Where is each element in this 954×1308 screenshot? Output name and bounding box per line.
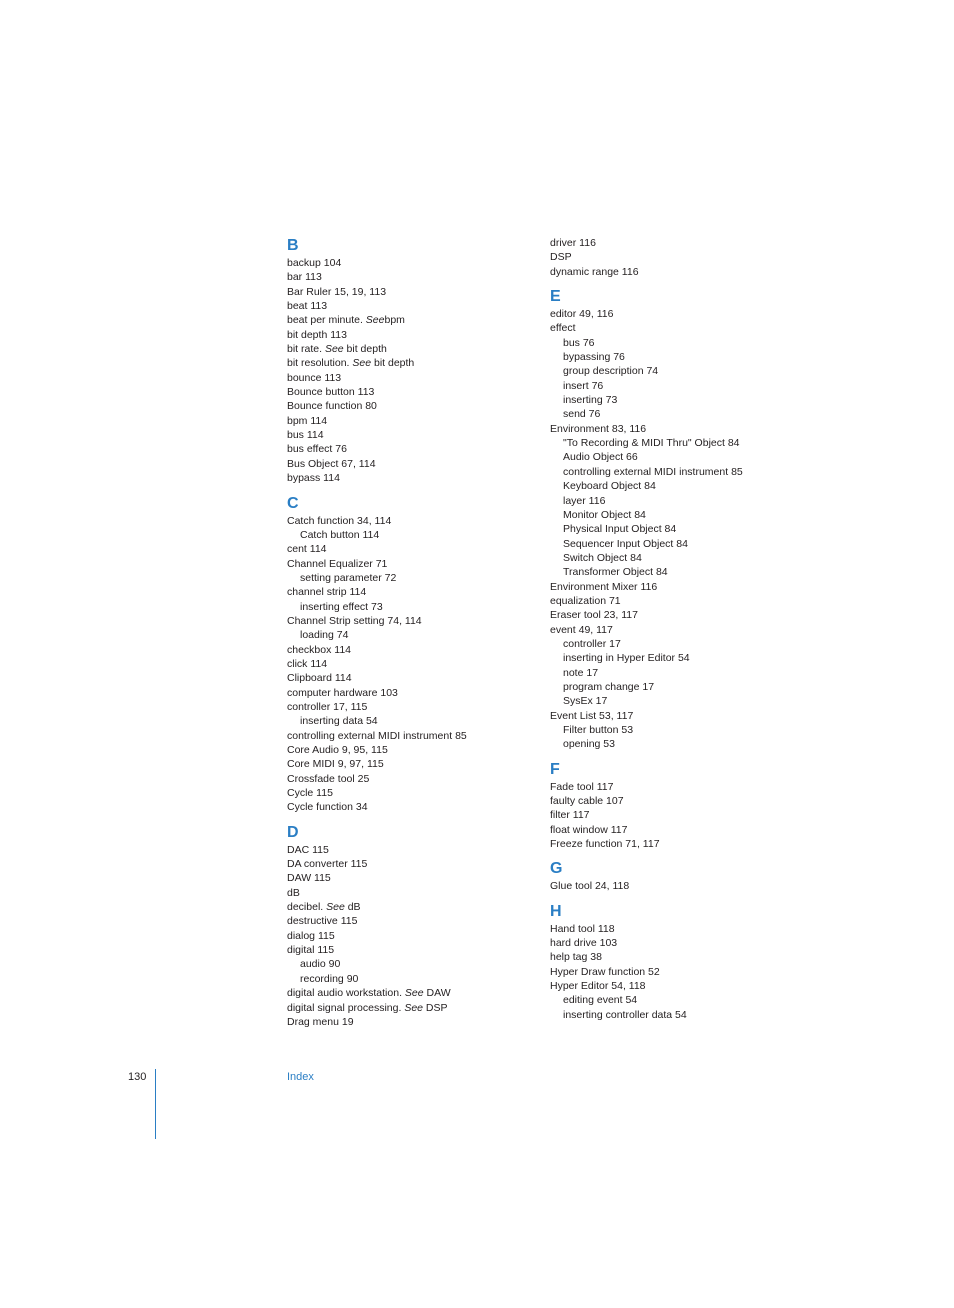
entry-text: Keyboard Object 84: [563, 480, 656, 493]
index-subentry: [550, 694, 800, 708]
index-subentry: [550, 508, 800, 522]
entry-text: Switch Object 84: [563, 551, 642, 564]
index-entry: [287, 342, 537, 356]
entry-text: editor 49, 116: [550, 308, 614, 321]
entry-text: Cycle 115: [287, 787, 333, 800]
entry-text: dB: [287, 886, 300, 899]
see-reference-label: See: [404, 1001, 424, 1014]
entry-text: Channel Strip setting 74, 114: [287, 614, 422, 627]
index-entry: [287, 428, 537, 442]
index-subentry: [550, 680, 800, 694]
entry-text: bus 114: [287, 429, 324, 442]
entry-text: controlling external MIDI instrument 85: [287, 729, 467, 742]
index-entry: [287, 356, 537, 370]
index-entry: [287, 729, 537, 743]
index-entry: [550, 936, 800, 950]
index-entry: [550, 965, 800, 979]
index-subentry: [550, 651, 800, 665]
entry-text: decibel.: [287, 901, 327, 914]
entry-text: DAW 115: [287, 872, 331, 885]
entry-text: Catch button 114: [300, 528, 380, 541]
entry-text: beat per minute.: [287, 314, 366, 327]
see-reference-label: See: [352, 357, 372, 370]
index-subentry: [550, 522, 800, 536]
index-entry: [550, 879, 800, 893]
index-subentry: [550, 723, 800, 737]
index-subentry: [287, 600, 537, 614]
entry-text: DA converter 115: [287, 858, 368, 871]
entry-text: effect: [550, 322, 576, 335]
entry-text: Core MIDI 9, 97, 115: [287, 758, 384, 771]
entry-text: Freeze function 71, 117: [550, 838, 660, 851]
entry-text: backup 104: [287, 257, 342, 269]
entry-text: cent 114: [287, 543, 327, 556]
entry-text: DSP: [550, 251, 572, 264]
index-entry: [287, 542, 537, 556]
index-subentry: [287, 972, 537, 986]
entry-text: group description 74: [563, 365, 659, 378]
index-entry: [287, 557, 537, 571]
index-entry: [287, 614, 537, 628]
page-number: 130: [128, 1071, 147, 1083]
entry-text: controlling external MIDI instrument 85: [563, 465, 743, 478]
index-entry: [287, 256, 537, 270]
entry-text: editing event 54: [563, 994, 638, 1007]
index-entry: [550, 594, 800, 608]
index-entry: [550, 250, 800, 264]
index-entry: [550, 922, 800, 936]
index-section: [287, 823, 537, 1029]
section-letter: H: [550, 902, 562, 920]
entry-text: Event List 53, 117: [550, 709, 634, 722]
entry-text: dialog 115: [287, 929, 335, 942]
index-subentry: [550, 537, 800, 551]
index-entry: [550, 265, 800, 279]
section-letter: D: [287, 823, 299, 841]
index-entry: [550, 236, 800, 250]
entry-text: bus 76: [563, 336, 595, 349]
entry-text: hard drive 103: [550, 937, 618, 950]
index-column-right: [550, 236, 800, 1030]
entry-text: Bus Object 67, 114: [287, 457, 376, 470]
index-entry: [287, 986, 537, 1000]
entry-text: setting parameter 72: [300, 571, 397, 584]
index-entry: [287, 385, 537, 399]
entry-text: Audio Object 66: [563, 451, 638, 464]
index-entry: [287, 914, 537, 928]
index-subentry: [287, 628, 537, 642]
index-entry: [287, 471, 537, 485]
index-subentry: [550, 379, 800, 393]
entry-text: Sequencer Input Object 84: [563, 537, 688, 550]
entry-text: Filter button 53: [563, 724, 634, 736]
index-subentry: [287, 528, 537, 542]
entry-text: Transformer Object 84: [563, 566, 668, 579]
index-entry: [287, 585, 537, 599]
index-entry: [287, 886, 537, 900]
index-entry: [287, 270, 537, 284]
entry-text: computer hardware 103: [287, 686, 398, 699]
entry-text: Glue tool 24, 118: [550, 880, 630, 893]
entry-text: opening 53: [563, 738, 615, 751]
index-subentry: [550, 666, 800, 680]
index-entry: [287, 743, 537, 757]
footer-divider: [155, 1069, 156, 1139]
index-subentry: [550, 436, 800, 450]
entry-text: digital audio workstation.: [287, 987, 405, 1000]
see-reference-label: See: [326, 901, 345, 914]
entry-text: bypass 114: [287, 472, 340, 485]
entry-text: digital signal processing.: [287, 1001, 405, 1014]
index-entry: [550, 307, 800, 321]
section-letter: F: [550, 760, 560, 778]
index-entry: [550, 608, 800, 622]
index-entry: [287, 285, 537, 299]
index-subentry: [550, 336, 800, 350]
index-subentry: [550, 1008, 800, 1022]
index-entry: [550, 950, 800, 964]
index-entry: [287, 657, 537, 671]
index-entry: [550, 780, 800, 794]
entry-text: inserting effect 73: [300, 600, 383, 613]
entry-text: Cycle function 34: [287, 801, 368, 814]
entry-text: Bounce button 113: [287, 386, 375, 399]
entry-text: Bounce function 80: [287, 400, 377, 413]
entry-text: Fade tool 117: [550, 780, 614, 793]
index-entry: [287, 700, 537, 714]
index-section: [287, 236, 537, 486]
entry-text: Clipboard 114: [287, 672, 352, 685]
index-subentry: [287, 571, 537, 585]
index-subentry: [550, 393, 800, 407]
index-entry: [287, 786, 537, 800]
entry-text: bar 113: [287, 271, 322, 284]
index-entry: [550, 837, 800, 851]
index-entry: [550, 580, 800, 594]
index-subentry: [550, 407, 800, 421]
index-subentry: [550, 565, 800, 579]
entry-text: driver 116: [550, 237, 596, 249]
section-letter: E: [550, 288, 561, 306]
index-entry: [287, 328, 537, 342]
entry-text: inserting in Hyper Editor 54: [563, 652, 690, 665]
index-entry: [550, 823, 800, 837]
index-entry: [550, 709, 800, 723]
entry-text: Eraser tool 23, 117: [550, 609, 638, 622]
index-subentry: [550, 479, 800, 493]
entry-text: note 17: [563, 666, 599, 679]
index-subentry: [287, 957, 537, 971]
index-entry: [550, 422, 800, 436]
entry-text: controller 17: [563, 637, 621, 650]
see-reference-label: See: [324, 343, 344, 356]
entry-text: bounce 113: [287, 371, 342, 384]
see-reference-label: See: [404, 987, 424, 1000]
entry-text: float window 117: [550, 823, 628, 836]
index-subentry: [550, 737, 800, 751]
index-subentry: [550, 364, 800, 378]
entry-text: destructive 115: [287, 915, 358, 928]
entry-text: Hand tool 118: [550, 922, 615, 935]
entry-text: checkbox 114: [287, 643, 352, 656]
entry-text: event 49, 117: [550, 623, 613, 636]
entry-text: Drag menu 19: [287, 1015, 354, 1028]
index-entry: [287, 772, 537, 786]
entry-text: bit rate.: [287, 343, 325, 356]
index-entry: [287, 313, 537, 327]
entry-text: bpm 114: [287, 414, 328, 427]
index-subentry: [550, 465, 800, 479]
index-entry: [550, 808, 800, 822]
entry-text: filter 117: [550, 809, 590, 822]
entry-text: send 76: [563, 408, 601, 421]
index-entry: [287, 843, 537, 857]
entry-text: bypassing 76: [563, 351, 625, 364]
index-section: [550, 859, 800, 893]
entry-text: inserting controller data 54: [563, 1008, 687, 1021]
entry-text: Environment Mixer 116: [550, 580, 658, 593]
entry-text: DAC 115: [287, 843, 329, 856]
index-entry: [550, 979, 800, 993]
index-entry: [550, 321, 800, 335]
index-entry: [287, 943, 537, 957]
entry-text: bus effect 76: [287, 443, 347, 456]
entry-text: insert 76: [563, 379, 604, 392]
see-reference-target: bit depth: [343, 343, 387, 356]
index-entry: [287, 399, 537, 413]
index-entry: [287, 299, 537, 313]
entry-text: digital 115: [287, 944, 335, 957]
entry-text: beat 113: [287, 300, 328, 313]
index-entry: [287, 1001, 537, 1015]
footer-section-title: Index: [287, 1071, 314, 1083]
entry-text: Hyper Editor 54, 118: [550, 980, 646, 993]
index-entry: [287, 671, 537, 685]
entry-text: loading 74: [300, 629, 349, 642]
entry-text: controller 17, 115: [287, 700, 368, 713]
index-section: [550, 236, 800, 279]
entry-text: Channel Equalizer 71: [287, 557, 388, 570]
index-entry: [550, 623, 800, 637]
index-entry: [287, 757, 537, 771]
index-entry: [287, 900, 537, 914]
entry-text: recording 90: [300, 972, 359, 985]
see-reference-target: bit depth: [371, 357, 415, 370]
entry-text: channel strip 114: [287, 586, 367, 599]
entry-text: layer 116: [563, 494, 606, 507]
entry-text: dynamic range 116: [550, 265, 639, 278]
entry-text: click 114: [287, 657, 328, 670]
entry-text: bit depth 113: [287, 328, 347, 341]
index-entry: [550, 794, 800, 808]
index-subentry: [550, 637, 800, 651]
entry-text: Hyper Draw function 52: [550, 965, 660, 978]
entry-text: Monitor Object 84: [563, 508, 646, 521]
index-entry: [287, 800, 537, 814]
entry-text: Bar Ruler 15, 19, 113: [287, 285, 387, 298]
index-section: [550, 287, 800, 752]
entry-text: Crossfade tool 25: [287, 772, 370, 785]
index-entry: [287, 929, 537, 943]
see-reference-label: See: [365, 314, 385, 327]
entry-text: help tag 38: [550, 951, 602, 964]
index-entry: [287, 871, 537, 885]
section-letter: B: [287, 237, 299, 254]
index-entry: [287, 686, 537, 700]
entry-text: Catch function 34, 114: [287, 514, 392, 527]
entry-text: audio 90: [300, 958, 341, 971]
entry-text: program change 17: [563, 680, 655, 693]
index-entry: [287, 442, 537, 456]
index-subentry: [550, 350, 800, 364]
section-letter: C: [287, 494, 299, 512]
entry-text: Environment 83, 116: [550, 422, 647, 435]
entry-text: SysEx 17: [563, 695, 608, 708]
index-subentry: [550, 494, 800, 508]
section-letter: G: [550, 860, 563, 878]
entry-text: Physical Input Object 84: [563, 523, 677, 536]
index-entry: [287, 643, 537, 657]
entry-text: faulty cable 107: [550, 795, 624, 808]
entry-text: inserting 73: [563, 394, 618, 407]
entry-text: inserting data 54: [300, 715, 378, 728]
index-section: [287, 494, 537, 815]
index-entry: [287, 857, 537, 871]
see-reference-target: dB: [344, 901, 361, 914]
index-section: [550, 902, 800, 1022]
index-entry: [287, 414, 537, 428]
entry-text: equalization 71: [550, 594, 621, 607]
see-reference-target: DSP: [423, 1001, 448, 1014]
index-entry: [287, 371, 537, 385]
entry-text: "To Recording & MIDI Thru" Object 84: [563, 437, 740, 450]
index-subentry: [550, 450, 800, 464]
index-subentry: [287, 714, 537, 728]
index-section: [550, 760, 800, 852]
entry-text: bit resolution.: [287, 357, 353, 370]
index-subentry: [550, 993, 800, 1007]
index-entry: [287, 514, 537, 528]
entry-text: Core Audio 9, 95, 115: [287, 744, 388, 756]
index-entry: [287, 457, 537, 471]
index-subentry: [550, 551, 800, 565]
see-reference-target: bpm: [384, 314, 405, 327]
index-entry: [287, 1015, 537, 1029]
see-reference-target: DAW: [423, 987, 451, 1000]
index-column-left: [287, 236, 537, 1037]
